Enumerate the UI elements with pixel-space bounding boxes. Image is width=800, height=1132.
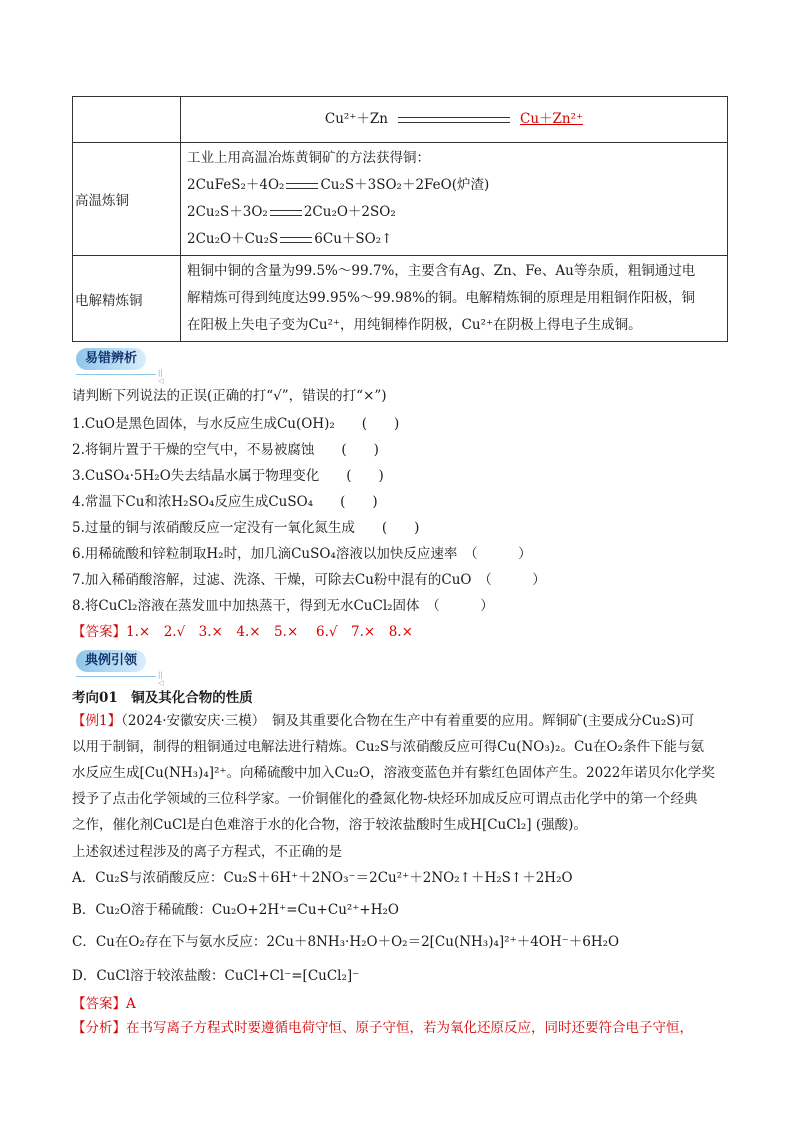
example-paragraph: 【例1】（2024·安徽安庆·三模） 铜及其重要化合物在生产中有着重要的应用。辉铜矿(主要成分Cu₂S)可 以用于制铜，制得的粗铜通过电解法进行精炼。Cu₂S与浓硝酸反应可得Cu(NO₃)₂。Cu在O₂条件下能与氨 水反应生成[Cu(NH₃)₄]²⁺。向稀硫酸中加入Cu₂O，溶液变蓝色并有紫红色固体产生。2022年诺贝尔化学奖 授予了点击化学领域的三位科学家。一价铜催化的叠氮化物-炔烃环加成反应可谓点击化学中的第一个经典 之作，催化剂CuCl是白色难溶于水的化合物，溶于较浓盐酸时生成H[CuCl₂] (强酸)。 bbox=[72, 713, 715, 833]
section-heading: 考向01 铜及其化合物的性质 bbox=[72, 690, 253, 706]
equation-left: Cu²⁺＋Zn bbox=[324, 111, 388, 127]
high-temp-intro: 工业上用高温冶炼黄铜矿的方法获得铜： bbox=[187, 150, 430, 166]
equation-1: 2CuFeS₂＋4O₂ Cu₂S＋3SO₂＋2FeO(炉渣) bbox=[187, 177, 490, 193]
table-cell-equation bbox=[181, 97, 728, 143]
option-a-equation: Cu₂S＋6H⁺＋2NO₃⁻＝2Cu²⁺＋2NO₂↑＋H₂S↑＋2H₂O bbox=[223, 870, 573, 886]
answer-line-2: 【答案】A bbox=[72, 996, 136, 1012]
judgement-item: 4.常温下Cu和浓H₂SO₄反应生成CuSO₄ ( ) bbox=[72, 494, 378, 510]
option-b: B．Cu₂O溶于稀硫酸：Cu₂O+2H⁺=Cu+Cu²⁺+H₂O bbox=[72, 902, 399, 918]
equation-3: 2Cu₂O＋Cu₂S 6Cu＋SO₂↑ bbox=[187, 231, 393, 247]
table-row bbox=[73, 143, 728, 256]
judgement-item: 7.加入稀硝酸溶解，过滤、洗涤、干燥，可除去Cu粉中混有的CuO （ ） bbox=[72, 572, 546, 588]
option-a: A．Cu₂S与浓硝酸反应：Cu₂S＋6H⁺＋2NO₃⁻＝2Cu²⁺＋2NO₂↑＋H₂S↑＋2H₂O bbox=[72, 870, 573, 886]
option-c: C．Cu在O₂存在下与氨水反应：2Cu＋8NH₃·H₂O＋O₂＝2[Cu(NH₃)₄]²⁺＋4OH⁻＋6H₂O bbox=[72, 934, 620, 950]
badge-mark-icon: ||◁ bbox=[158, 671, 164, 687]
question-text: 上述叙述过程涉及的离子方程式，不正确的是 bbox=[72, 844, 342, 860]
option-c-equation: 2Cu＋8NH₃·H₂O＋O₂＝2[Cu(NH₃)₄]²⁺＋4OH⁻＋6H₂O bbox=[266, 934, 620, 950]
table-cell-high-temp bbox=[181, 143, 728, 256]
table-cell-electrolytic: 粗铜中铜的含量为99.5%～99.7%，主要含有Ag、Zn、Fe、Au等杂质，粗铜通过电 解精炼可得到纯度达99.95%～99.98%的铜。电解精炼铜的原理是用粗铜作阳极，铜 在阳极上失电子变为Cu²⁺，用纯铜棒作阴极，Cu²⁺在阴极上得电子生成铜。 bbox=[181, 256, 728, 342]
badge-mark-icon: ||◁ bbox=[158, 369, 164, 385]
equation-2: 2Cu₂S＋3O₂ 2Cu₂O＋2SO₂ bbox=[187, 204, 396, 220]
judgement-item: 6.用稀硫酸和锌粒制取H₂时，加几滴CuSO₄溶液以加快反应速率 （ ） bbox=[72, 546, 532, 562]
section-badge-examples: 典例引领 ||◁ bbox=[76, 648, 148, 678]
analysis-line: 【分析】在书写离子方程式时要遵循电荷守恒、原子守恒，若为氧化还原反应，同时还要符合电子守恒， bbox=[72, 1020, 693, 1036]
section-badge-errors: 易错辨析 ||◁ bbox=[76, 346, 148, 376]
table-row bbox=[73, 256, 728, 342]
judgement-item: 2.将铜片置于干燥的空气中，不易被腐蚀 ( ) bbox=[72, 442, 379, 458]
copper-smelting-table bbox=[72, 96, 728, 342]
table-row bbox=[73, 97, 728, 143]
equals-sign bbox=[398, 117, 510, 123]
judgement-item: 1.CuO是黑色固体，与水反应生成Cu(OH)₂ ( ) bbox=[72, 416, 400, 432]
table-cell-empty bbox=[73, 97, 181, 143]
option-d: D．CuCl溶于较浓盐酸：CuCl+Cl⁻=[CuCl₂]⁻ bbox=[72, 968, 360, 984]
row-label-electrolytic: 电解精炼铜 bbox=[73, 256, 181, 342]
answer-line-1: 【答案】1.× 2.√ 3.× 4.× 5.× 6.√ 7.× 8.× bbox=[72, 624, 413, 640]
judgement-instruction: 请判断下列说法的正误(正确的打“√”，错误的打“×”) bbox=[72, 388, 387, 404]
equation-right: Cu＋Zn²⁺ bbox=[520, 111, 584, 127]
judgement-item: 3.CuSO₄·5H₂O失去结晶水属于物理变化 ( ) bbox=[72, 468, 384, 484]
judgement-item: 8.将CuCl₂溶液在蒸发皿中加热蒸干，得到无水CuCl₂固体 （ ） bbox=[72, 598, 494, 614]
row-label-high-temp: 高温炼铜 bbox=[73, 143, 181, 256]
judgement-item: 5.过量的铜与浓硝酸反应一定没有一氧化氮生成 ( ) bbox=[72, 520, 420, 536]
